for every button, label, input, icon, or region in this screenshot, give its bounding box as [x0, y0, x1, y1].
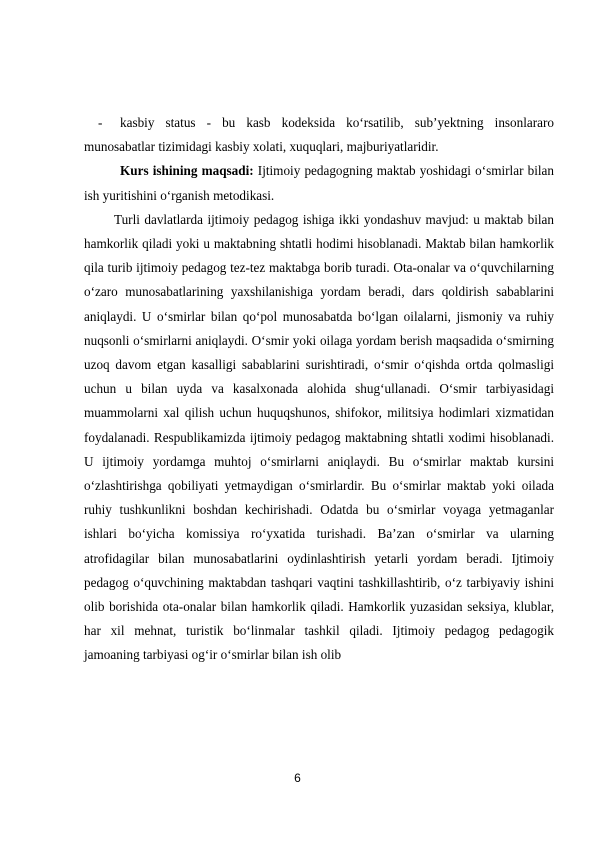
goal-paragraph	[84, 159, 554, 207]
goal-label: Kurs ishining maqsadi:	[120, 163, 254, 179]
bullet-dash: -	[98, 115, 103, 130]
goal-text: Ijtimoiy pedagogning maktab yoshidagi o‘smirlar bilan ish yuritishini o‘rganish metodikasi.	[84, 163, 554, 203]
main-paragraph: Turli davlatlarda ijtimoiy pedagog ishiga ikki yondashuv mavjud: u maktab bilan hamkorlik qiladi yoki u maktabning shtatli hodimi hisoblanadi. Maktab bilan hamkorlik qila turib ijtimoiy pedagog tez-tez maktabga borib turadi. Ota-onalar va o‘quvchilarning o‘zaro munosabatlarining yaxshilanishiga yordam beradi, dars qoldirish sabablarini aniqlaydi. U o‘smirlar bilan qo‘pol munosabatda bo‘lgan oilalarni, jismoniy va ruhiy nuqsonli o‘smirlarni aniqlaydi. O‘smir yoki oilaga yordam berish maqsadida o‘smirning uzoq davom etgan kasalligi sabablarini surishtiradi, o‘smir o‘qishda ortda qolmasligi uchun u bilan uyda va kasalxonada alohida shug‘ullanadi. O‘smir tarbiyasidagi muammolarni xal qilish uchun huquqshunos, shifokor, militsiya hodimlari xizmatidan foydalanadi. Respublikamizda ijtimoiy pedagog maktabning shtatli xodimi hisoblanadi. U ijtimoiy yordamga muhtoj o‘smirlarni aniqlaydi. Bu o‘smirlar maktab kursini o‘zlashtirishga qobiliyati yetmaydigan o‘smirlardir. Bu o‘smirlar maktab yoki oilada ruhiy tushkunlikni boshdan kechirishadi. Odatda bu o‘smirlar voyaga yetmaganlar ishlari bo‘yicha komissiya ro‘yxatida turishadi. Ba’zan o‘smirlar va ularning atrofidagilar bilan munosabatlarini oydinlashtirish yetarli yordam beradi. Ijtimoiy pedagog o‘quvchining maktabdan tashqari vaqtini tashkillashtirib, o‘z tarbiyaviy ishini olib borishida ota-onalar bilan hamkorlik qiladi. Hamkorlik yuzasidan seksiya, klublar, har xil mehnat, turistik bo‘linmalar tashkil qiladi. Ijtimoiy pedagog pedagogik jamoaning tarbiyasi og‘ir o‘smirlar bilan ish olib	[84, 211, 554, 663]
bullet-paragraph	[84, 111, 554, 159]
body-text	[84, 111, 554, 668]
page-number: 6	[294, 771, 301, 785]
bullet-text: kasbiy status - bu kasb kodeksida ko‘rsatilib, sub’yektning insonlararo munosabatlar tizimidagi kasbiy xolati, xuquqlari, majburiyatlaridir.	[84, 115, 554, 155]
